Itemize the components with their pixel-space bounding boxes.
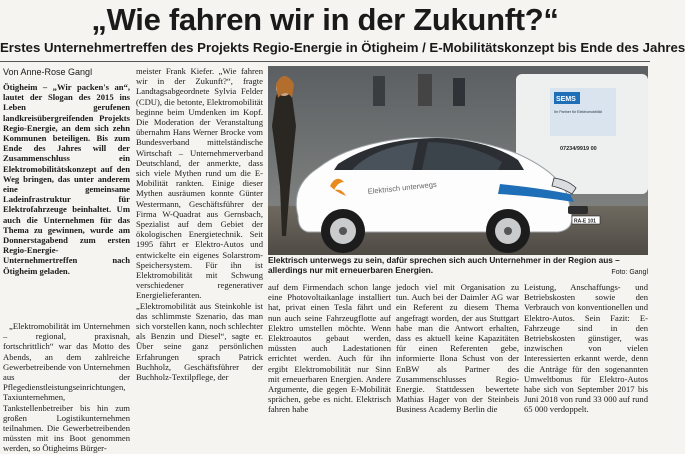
body-text-1: „Elektromobilität im Unternehmen – regional, praxisnah, fortschrittlich“ war das Motto des Abends, an dem zahlreiche Gewerbetreibende von Unternehmen aus der Pflegedienstleistungseinrichtungen, Taxiunternehmen, Tankstellenbetreiber bis hin zum großen Logistikunternehmen teilnahmen. Die Gewerbetreibenden müssten mit ins Boot genommen werden, so Ötigheims Bürger-	[3, 321, 130, 454]
car-photo-illustration	[268, 66, 648, 255]
van-sub-text: Ihr Partner für Elektromobilität	[554, 110, 602, 114]
body-column-1	[3, 321, 130, 454]
body-column-5	[524, 282, 648, 421]
lead-paragraph	[3, 82, 130, 344]
header-rule	[0, 61, 650, 62]
article-photo	[268, 66, 648, 255]
van-sign-text: SEMS	[556, 96, 576, 103]
page-title: „Wie fahren wir in der Zukunft?“	[91, 2, 559, 37]
body-text-5: Leistung, Anschaffungs- und Betriebskosten sowie den Verbrauch von konventionellen und Elektro-Autos. Sein Fazit: E-Fahrzeuge sind in den Betriebskosten günstiger, was inzwischen von vielen Interessierten erkannt werde, denn die Anträge für den sogenannten Umweltbonus für Elektro-Autos habe sich von September 2017 bis Juni 2018 von rund 33 000 auf rund 65 000 verdoppelt.	[524, 282, 648, 415]
lead-text: Ötigheim – „Wir packen's an“, lautet der Slogan des 2015 ins Leben gerufenen landkreisübergreifenden Projekts Regio-Energie, an dem sich zehn Kommunen beteiligen. Bis zum Ende des Jahres will der Zusammenschluss ein Elektromobilitätskonzept auf den Weg bringen, das unter anderem eine gemeinsame Ladeinfrastruktur für Elektrofahrzeuge beinhaltet. Um auch die Unternehmen für das Thema zu gewinnen, wurde am Donnerstagabend zum ersten Regio-Energie-Unternehmertreffen nach Ötigheim geladen.	[3, 82, 130, 276]
body-text-3: auf dem Firmendach schon lange eine Photovoltaikanlage installiert hat, privat einen Tesla fährt und nun auch seine Fahrzeugflotte auf Elektro umstellen möchte. Wenn Elektroautos gebaut werden, müssten auch Ladestationen errichtet werden. Auch für ihn ergibt Elektromobilität nur Sinn mit erneuerbaren Energien. Andere Argumente, die gegen E-Mobilität sprächen, gebe es nicht. Elektrisch fahren habe	[268, 282, 391, 415]
byline: Von Anne-Rose Gangl	[3, 67, 93, 77]
body-column-3	[268, 282, 391, 421]
photo-credit: Foto: Gangl	[611, 269, 648, 276]
subheadline: Erstes Unternehmertreffen des Projekts Regio-Energie in Ötigheim / E-Mobilitätskonzept bis Ende des Jahres	[0, 40, 685, 55]
van-phone-text: 07234/9919 00	[560, 146, 597, 152]
plate-text: RA-E 101	[574, 218, 596, 225]
body-text-2: meister Frank Kiefer. „Wie fahren wir in der Zukunft?“, fragte Landtagsabgeordnete Sylvia Felder (CDU), die betonte, Elektromobilität beginne beim Umdenken im Kopf. Die Moderation der Veranstaltung übernahm Hans Werner Brocke vom Bundesverband mittelständische Wirtschaft – Unternehmerverband Deutschland, der anmerkte, dass sich viele Mythen rund um die E-Mobilität rankten. Einige dieser Mythen ausräumen konnte Günter Westermann, Geschäftsführer der Firma W-Quadrat aus Gernsbach, Spezialist auf dem Gebiet der ökologischen Energietechnik. Seit 1995 fährt er Elektro-Autos und entwickelte ein eigenes Solarstrom-Speichersystem. Für ihn ist Elektromobilität mit Schwung verschiedener regenerativer Energielieferanten. „Elektromobilität aus Steinkohle ist das schlimmste Szenario, das man sich vorstellen kann, noch schlechter als Benzin und Diesel“, sagte er. Über seine ganz persönlichen Erfahrungen sprach Patrick Buchholz, Geschäftsführer der Buchholz-Textilpflege, der	[136, 66, 263, 383]
body-column-2	[136, 66, 263, 421]
body-text-4: jedoch viel mit Organisation zu tun. Auch bei der Daimler AG war ein Referent zu diesem Thema angefragt worden, der aus Stuttgart habe man die Antwort erhalten, dass es aktuell keine Kapazitäten für einen Referenten gebe, informierte Ilona Schust von der EnBW als Partner des Zusammenschlusses Regio-Energie. Stattdessen bewertete Mathias Hager von der Steinbeis Business Academy Berlin die	[396, 282, 519, 415]
car-door-text: Elektrisch unterwegs	[367, 179, 438, 196]
photo-caption: Elektrisch unterwegs zu sein, dafür sprechen sich auch Unternehmer in der Region aus – allerdings nur mit erneuerbaren Energien.	[268, 255, 620, 275]
body-column-4	[396, 282, 519, 421]
